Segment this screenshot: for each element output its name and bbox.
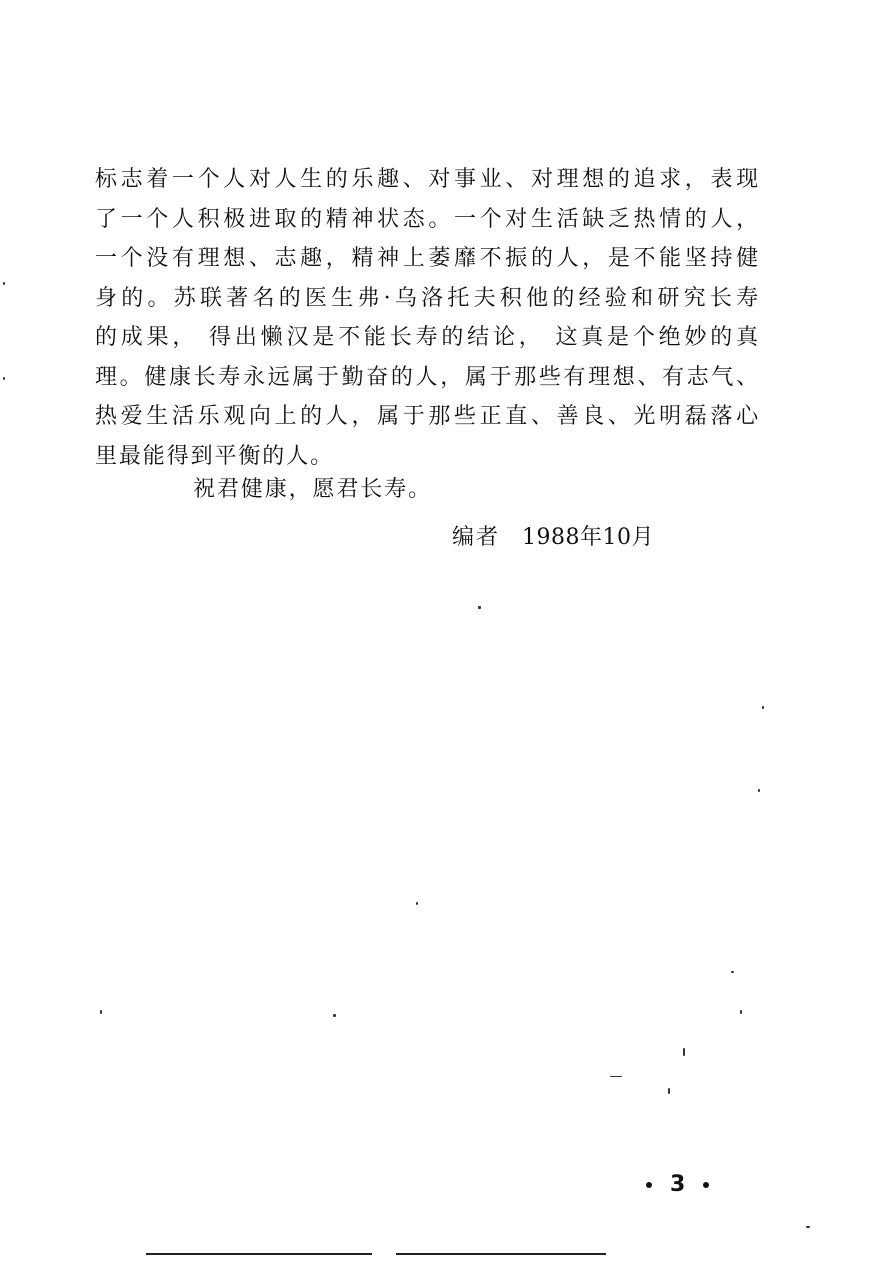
closing-wish: 祝君健康，愿君长寿。 <box>193 477 433 502</box>
signature-date: 1988年10月 <box>522 525 654 550</box>
text-line: 热爱生活乐观向上的人，属于那些正直、善良、光明磊落心 <box>95 404 760 429</box>
text-line: 里最能得到平衡的人。 <box>95 443 335 469</box>
body-paragraph <box>95 160 760 476</box>
text-line: 身的。苏联著名的医生弗·乌洛托夫积他的经验和研究长寿 <box>95 285 760 311</box>
signature-author: 编者 <box>452 525 501 550</box>
bullet-dot-icon <box>646 1182 652 1188</box>
scan-speck <box>740 1010 742 1014</box>
page-number: 3 <box>670 1172 686 1197</box>
scan-speck <box>683 1048 685 1056</box>
scan-speck <box>610 1076 622 1077</box>
scan-speck <box>762 706 764 709</box>
text-line: 了一个人积极进取的精神状态。一个对生活缺乏热情的人， <box>95 206 760 232</box>
scan-speck <box>668 1088 670 1094</box>
text-line: 一个没有理想、志趣，精神上萎靡不振的人，是不能坚持健 <box>95 246 760 271</box>
scan-speck <box>806 1226 810 1228</box>
page-number-footer <box>628 1165 727 1205</box>
scan-speck <box>416 902 418 905</box>
scan-speck <box>3 282 5 285</box>
signature-line <box>452 518 654 558</box>
scan-speck <box>100 1010 102 1014</box>
text-line: 的成果， 得出懒汉是不能长寿的结论， 这真是个绝妙的真 <box>95 325 760 350</box>
text-line: 标志着一个人对人生的乐趣、对事业、对理想的追求，表现 <box>95 167 760 192</box>
page-edge-line <box>146 1253 372 1255</box>
page-edge-line <box>396 1253 606 1255</box>
scan-speck <box>758 789 760 792</box>
scan-speck <box>333 1014 336 1017</box>
scan-speck <box>731 971 734 973</box>
scan-speck <box>478 606 481 609</box>
text-line: 理。健康长寿永远属于勤奋的人，属于那些有理想、有志气、 <box>95 364 760 390</box>
bullet-dot-icon <box>703 1182 709 1188</box>
scan-speck <box>3 377 5 380</box>
